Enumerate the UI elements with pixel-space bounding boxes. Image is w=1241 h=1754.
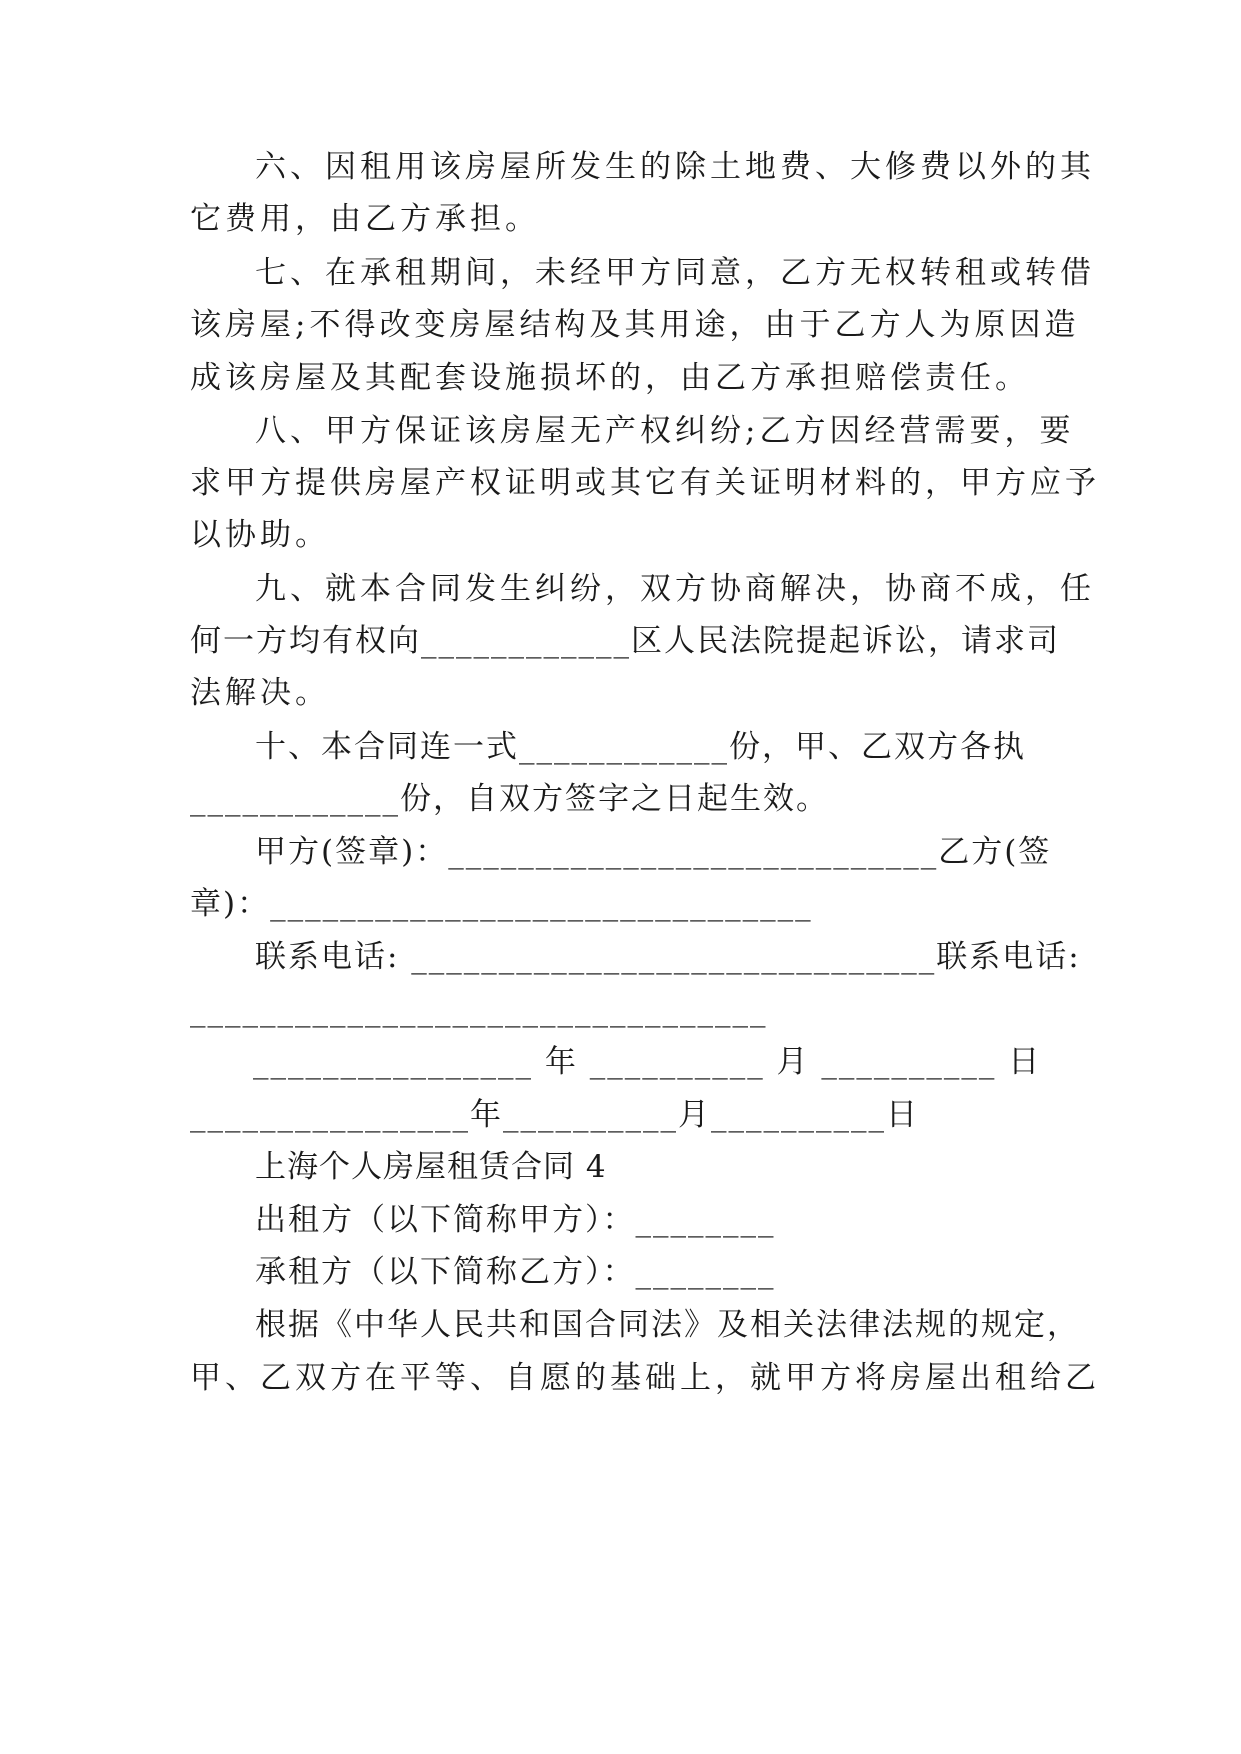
clause-10-line-1: 十、本合同连一式____________份，甲、乙双方各执 [255,729,1026,765]
clause-7-line-1: 七、在承租期间，未经甲方同意，乙方无权转租或转借 [255,255,1095,291]
date-line-2: ________________年__________月__________日 [190,1097,919,1133]
clause-8-line-1: 八、甲方保证该房屋无产权纠纷;乙方因经营需要，要 [255,413,1075,449]
clause-7-line-2: 该房屋;不得改变房屋结构及其用途，由于乙方人为原因造 [190,307,1080,343]
phone-line-2: _________________________________ [190,992,768,1028]
clause-7-line-3: 成该房屋及其配套设施损坏的，由乙方承担赔偿责任。 [190,360,1030,396]
signature-party-line-2: 章)：_______________________________ [190,886,813,922]
clause-10-line-2: ____________份，自双方签字之日起生效。 [190,781,829,817]
clause-8-line-3: 以协助。 [190,517,330,553]
preamble-line-1: 根据《中华人民共和国合同法》及相关法律法规的规定， [255,1307,1080,1343]
section-title: 上海个人房屋租赁合同 4 [255,1149,607,1185]
signature-party-line-1: 甲方(签章)：____________________________乙方(签 [255,834,1052,870]
clause-9-line-3: 法解决。 [190,675,330,711]
clause-6-line-2: 它费用，由乙方承担。 [190,201,540,237]
clause-8-line-2: 求甲方提供房屋产权证明或其它有关证明材料的，甲方应予 [190,465,1100,501]
preamble-line-2: 甲、乙双方在平等、自愿的基础上，就甲方将房屋出租给乙 [190,1360,1100,1396]
clause-9-line-2: 何一方均有权向____________区人民法院提起诉讼，请求司 [190,623,1060,659]
phone-line-1: 联系电话: ______________________________联系电话: [255,939,1081,975]
clause-9-line-1: 九、就本合同发生纠纷，双方协商解决，协商不成，任 [255,571,1095,607]
lessor-line: 出租方（以下简称甲方）：________ [255,1202,776,1238]
lessee-line: 承租方（以下简称乙方）：________ [255,1254,776,1290]
date-line-1: ________________ 年 __________ 月 __________ 日 [253,1044,1042,1080]
clause-6-line-1: 六、因租用该房屋所发生的除土地费、大修费以外的其 [255,149,1095,185]
